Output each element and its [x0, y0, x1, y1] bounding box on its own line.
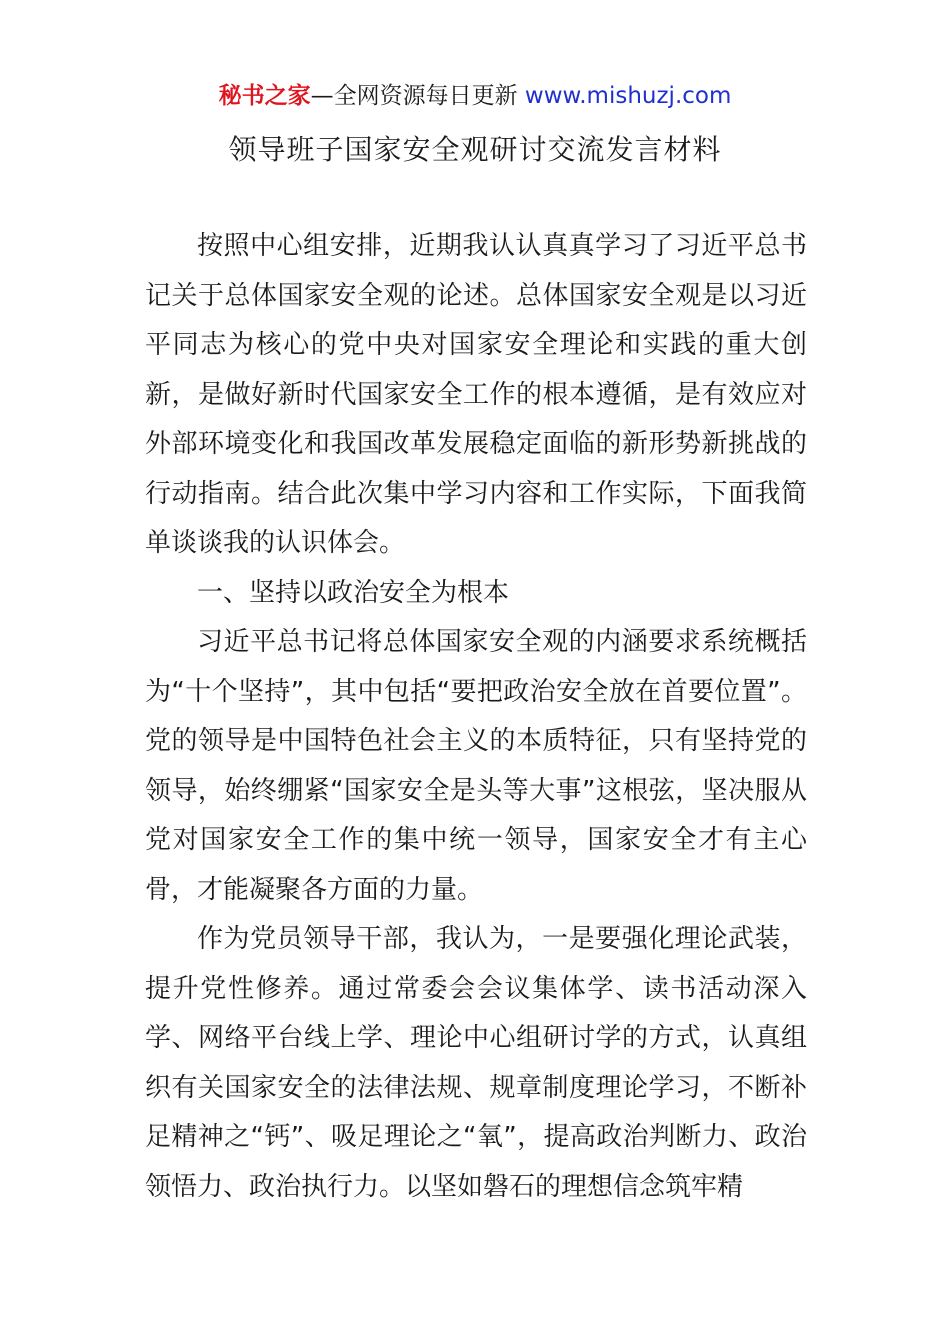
section-heading-1: 一、坚持以政治安全为根本	[197, 577, 510, 608]
site-slogan: —全网资源每日更新	[310, 83, 525, 109]
site-url-link[interactable]: www.mishuzj.com	[524, 83, 732, 109]
document-title: 领导班子国家安全观研讨交流发言材料	[228, 133, 722, 166]
paragraph-intro: 按照中心组安排，近期我认认真真学习了习近平总书记关于总体国家安全观的论述。总体国家安全观是以习近平同志为核心的党中央对国家安全理论和实践的重大创新，是做好新时代国家安全工作的根本遵循，是有效应对外部环境变化和我国改革发展稳定面临的新形势新挑战的行动指南。结合此次集中学习内容和工作实际，下面我简单谈谈我的认识体会。	[145, 231, 807, 558]
site-name: 秘书之家	[218, 83, 311, 109]
paragraph-section-1-detail: 作为党员领导干部，我认为，一是要强化理论武装，提升党性修养。通过常委会会议集体学、读书活动深入学、网络平台线上学、理论中心组研讨学的方式，认真组织有关国家安全的法律法规、规章制度理论学习，不断补足精神之“钙”、吸足理论之“氧”，提高政治判断力、政治领悟力、政治执行力。以坚如磐石的理想信念筑牢精	[145, 924, 807, 1202]
document-body	[145, 222, 807, 1212]
site-header	[0, 80, 950, 112]
paragraph-section-1: 习近平总书记将总体国家安全观的内涵要求系统概括为“十个坚持”，其中包括“要把政治安全放在首要位置”。党的领导是中国特色社会主义的本质特征，只有坚持党的领导，始终绷紧“国家安全是头等大事”这根弦，坚决服从党对国家安全工作的集中统一领导，国家安全才有主心骨，才能凝聚各方面的力量。	[145, 627, 807, 905]
